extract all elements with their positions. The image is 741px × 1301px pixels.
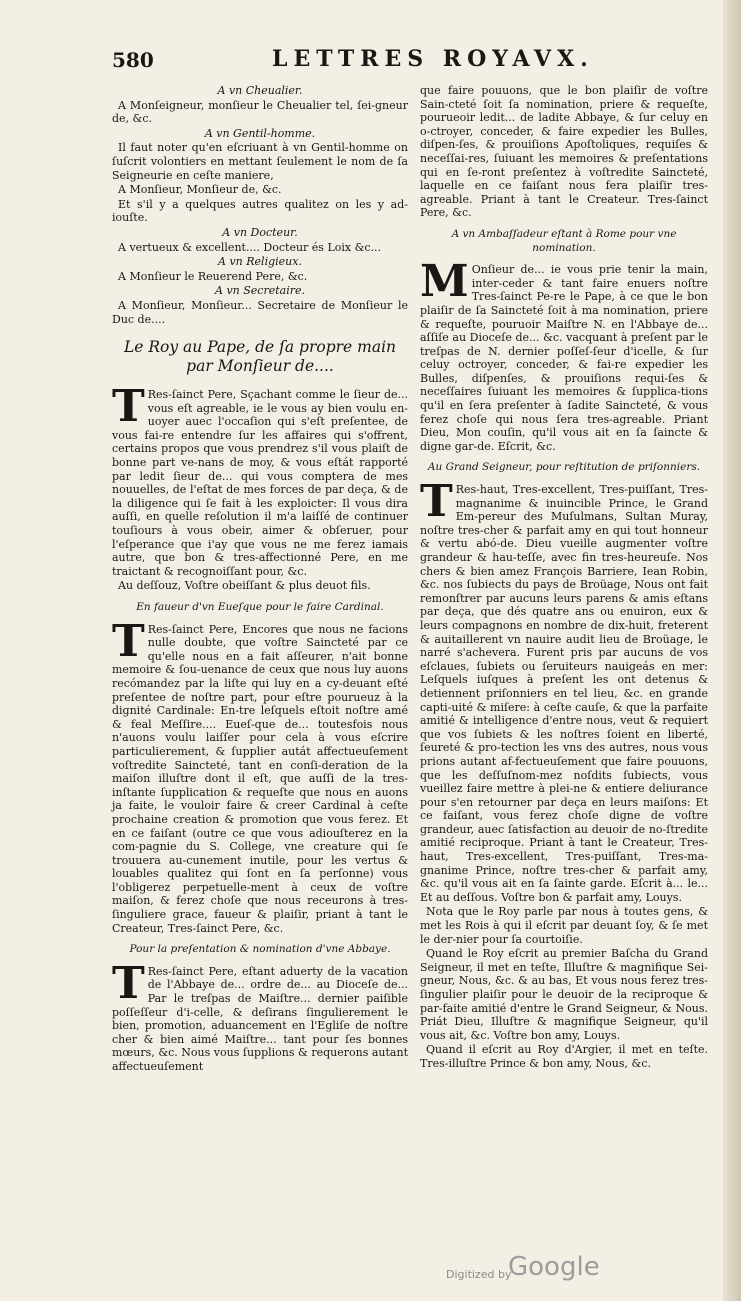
digitized-label: Digitized by (446, 1268, 512, 1281)
left-paragraph-13 (112, 381, 408, 578)
left-paragraph-14 (112, 579, 408, 593)
right-column (420, 84, 708, 1072)
right-paragraph-5 (420, 905, 708, 946)
left-paragraph-10 (112, 284, 408, 298)
paragraph-text: Res-ſainct Pere, eſtant aduerty de la vacation de l'Abbaye de... ordre de... au Dioceſe de... Par le treſpas de Maiſtre... dernier paiſible poſſeſſeur d'i-celle, & deſirans ſingulierement le bien, promotion, aduancement en l'Egliſe de noſtre cher & bien aimé Maiſtre... tant pour ſes bonnes mœurs, &c. Nous vous ſupplions & requerons autant affectueuſement (112, 964, 408, 1073)
paragraph-text: A Monſieur le Reuerend Pere, &c. (118, 269, 308, 283)
drop-cap: M (420, 256, 469, 308)
paragraph-text: A vn Docteur. (222, 225, 298, 239)
paragraph-text: Onſieur de... ie vous prie tenir la main, inter-ceder & tant faire enuers noſtre Tres-ſainct Pe-re le Pape, à ce que le bon plaiſir de ſa Saincteté ſoit à ma nomination, priere & requeſte, pouruoir Maiſtre N. en l'Abbaye de... aſſiſe au Dioceſe de... &c. vacquant à preſent par le treſpas de N. dernier poſſeſ-ſeur d'icelle, & ſur celuy octroyer, conceder, & fai-re expedier les Bulles, diſpenſes, & prouiſions requi-ſes & neceſſaires ſuiuant les memoires & ſupplica-tions qu'il en ſera preſenter à ſadite Saincteté, & vous ferez choſe qui nous ſera tres-agreable. Priant Dieu, Mon couſin, qu'il vous ait en ſa ſaincte & digne gar-de. Eſcrit, &c. (420, 263, 708, 453)
paragraph-text: A vn Ambaſſadeur eſtant à Rome pour vne nomination. (451, 227, 677, 254)
right-paragraph-4 (420, 476, 708, 904)
paragraph-text: A vertueux & excellent.... Docteur és Loix &c... (118, 240, 382, 254)
paragraph-text: Nota que le Roy parle par nous à toutes gens, & met les Rois à qui il eſcrit par deuant ſoy, & ſe met le der-nier pour ſa courtoiſie. (420, 905, 708, 946)
page-header (112, 46, 702, 76)
left-paragraph-16 (112, 615, 408, 936)
left-paragraph-0 (112, 84, 408, 98)
left-paragraph-8 (112, 255, 408, 269)
right-paragraph-1 (420, 228, 708, 255)
drop-cap: T (112, 615, 145, 667)
paragraph-text: A Monſieur, Monſieur de, &c. (118, 183, 282, 197)
paragraph-text: Quand il eſcrit au Roy d'Argier, il met en teſte. Tres-illuſtre Prince & bon amy, Nous, &c. (420, 1043, 708, 1070)
drop-cap: T (112, 957, 145, 1009)
right-paragraph-6 (420, 947, 708, 1042)
paragraph-text: Quand le Roy eſcrit au premier Baſcha du Grand Seigneur, il met en teſte, Illuſtre & magnifique Sei-gneur, Nous, &c. & au bas, Et vous nous ferez tres-ſingulier plaiſir pour le deuoir de la reciproque & par-faite amitié d'entre le Grand Seigneur, & Nous. Priát Dieu, Illuſtre & magnifique Seigneur, qu'il vous ait, &c. Voſtre bon amy, Louys. (420, 947, 708, 1042)
left-paragraph-5 (112, 198, 408, 225)
left-paragraph-6 (112, 226, 408, 240)
paragraph-text: A Monſeigneur, monſieur le Cheualier tel, ſei-gneur de, &c. (112, 98, 408, 126)
google-logo: Google (508, 1252, 600, 1282)
right-paragraph-0 (420, 84, 708, 220)
drop-cap: T (112, 381, 145, 433)
paragraph-text: Au Grand Seigneur, pour reſtitution de priſonniers. (427, 461, 701, 474)
paragraph-text: A vn Secretaire. (215, 284, 305, 298)
paragraph-text: A vn Religieux. (218, 255, 302, 269)
left-paragraph-7 (112, 241, 408, 255)
left-paragraph-11 (112, 299, 408, 326)
left-paragraph-17 (112, 943, 408, 957)
digitized-by-google-watermark (446, 1252, 646, 1288)
paragraph-text: En faueur d'vn Eueſque pour le faire Cardinal. (136, 601, 384, 613)
paragraph-text: A Monſieur, Monſieur... Secretaire de Monſieur le Duc de.... (112, 298, 408, 326)
paragraph-text: Pour la preſentation & nomination d'vne Abbaye. (129, 943, 391, 956)
left-paragraph-2 (112, 127, 408, 141)
paragraph-text: Res-ſainct Pere, Encores que nous ne facions nulle doubte, que voſtre Saincteté par ce qu'elle nous en a fait aſſeurer, n'ait bonne memoire & ſou-uenance de ceux que nous luy auons recómandez par la liſte qui luy en a cy-deuant eſté preſentee de noſtre part, pour eſtre pourueuz à la dignité Cardinale: En-tre leſquels eſtoit noſtre amé & feal Meſſire.... Eueſ-que de... toutesfois nous n'auons voulu laiſſer pour cela à vous eſcrire particulierement, & ſupplier autát affectueuſement voſtredite Saincteté, tant en conſi-deration de la maiſon illuſtre dont il eſt, que auſſi de la tres-inſtante ſupplication & requeſte que nous en auons ja faite, le vouloir faire & creer Cardinal à ceſte prochaine creation & promotion que vous ferez. Et en ce faiſant (outre ce que vous adiouſterez en la com-pagnie du S. College, vne creature qui ſe trouuera au-cunement inutile, pour les vertus & louables qualitez qui ſont en ſa perſonne) vous l'obligerez perpetuelle-ment à ceux de voſtre maiſon, & ferez choſe que nous receurons à tres-ſinguliere grace, faueur & plaiſir, priant à tant le Createur, Tres-ſainct Pere, &c. (112, 622, 408, 935)
page-gutter (723, 0, 741, 1301)
paragraph-text: Et s'il y a quelques autres qualitez on les y ad-iouſte. (112, 197, 408, 225)
paragraph-text: que faire pouuons, que le bon plaiſir de voſtre Sain-cteté ſoit ſa nomination, priere & requeſte, pourueoir ledit... de ladite Abbaye, & ſur celuy en o-ctroyer, conceder, & faire expedier les Bulles, diſpen-ſes, & prouiſions Apoſtoliques, requiſes & neceſſai-res, ſuiuant les memoires & preſentations qui en ſe-ront preſentez à voſtredite Saincteté, laquelle en ce faiſant nous fera plaiſir tres-agreable. Priant à tant le Createur. Tres-ſainct Pere, &c. (420, 84, 708, 220)
left-paragraph-18 (112, 957, 408, 1074)
paragraph-text: Res-ſainct Pere, Sçachant comme le ſieur de... vous eſt agreable, ie le vous ay bien voulu en-uoyer auec l'occaſion qui s'eſt preſentee, de vous fai-re entendre ſur les affaires qui s'offrent, certains propos que vous prendrez s'il vous plaiſt de bonne part ve-nans de moy, & vous eſtát rapporté par ledit ſieur de... qui vous comptera de mes nouuelles, de l'eſtat de mes forces de par deça, & de la diligence qui ſe fait à les exploicter: Il vous dira auſſi, en quelle reſolution il m'a laiſſé de continuer touſiours à vous obeir, aimer & obſeruer, pour l'eſperance que i'ay que vous ne me ferez iamais autre, que bon & tres-affectionné Pere, en me traictant & recognoiſſant pour, &c. (112, 388, 408, 578)
paragraph-text: Le Roy au Pape, de ſa propre main par Monſieur de.... (123, 338, 397, 376)
left-column (112, 84, 408, 1075)
page-number: 580 (112, 48, 154, 72)
right-paragraph-3 (420, 461, 708, 475)
left-paragraph-15 (112, 601, 408, 615)
running-title: LETTRES ROYAVX. (272, 46, 594, 72)
right-paragraph-2 (420, 256, 708, 453)
paragraph-text: Res-haut, Tres-excellent, Tres-puiſſant, Tres-magnanime & inuincible Prince, le Grand Em-pereur des Muſulmans, Sultan Muray, noſtre tres-cher & parfait amy en qui tout honneur & vertu abó-de. Dieu vueille augmenter voſtre grandeur & hau-teſſe, avec fin tres-heureuſe. Nos chers & bien amez François Barriere, Iean Robin, &c. nos ſubiects du pays de Broüage, Nous ont fait remonſtrer par aucuns leurs parens & amis eſtans par deça, que dés quatre ans ou enuiron, eux & leurs compagnons en nombre de dix-huit, freterent & auitaillerent vn nauire audit lieu de Broüage, le narré s'achevera. Furent pris par aucuns de vos eſclaues, ſubiets ou ſeruiteurs nauigeás en mer: Leſquels iuſques à preſent les ont detenus & detiennent priſonniers en tel lieu, &c. en grande capti-uité & miſere: à ceſte cauſe, & que la parfaite amitié & intelligence d'entre nous, veut & requiert que vos ſubiets & les noſtres ſoient en liberté, ſeureté & pro-tection les vns des autres, nous vous prions autant af-fectueuſement que faire pouuons, que les deſſuſnom-mez noſdits ſubiects, vous vueillez faire mettre à plei-ne & entiere deliurance pour s'en retourner par deça en leurs maiſons: Et ce faiſant, vous ferez choſe digne de voſtre grandeur, auec ſatisfaction au deuoir de no-ſtredite amitié reciproque. Priant à tant le Createur, Tres-haut, Tres-excellent, Tres-puiſſant, Tres-ma-gnanime Prince, noſtre tres-cher & parfait amy, &c. qu'il vous ait en ſa ſainte garde. Eſcrit à... le... Et au deſſous. Voſtre bon & parfait amy, Louys. (420, 483, 708, 904)
paragraph-text: Il faut noter qu'en eſcriuant à vn Gentil-homme on ſuſcrit volontiers en mettant ſeulement le nom de ſa Seigneurie en ceſte maniere, (112, 141, 408, 182)
left-paragraph-1 (112, 99, 408, 126)
left-paragraph-4 (112, 183, 408, 197)
left-paragraph-12 (112, 338, 408, 376)
left-paragraph-3 (112, 141, 408, 182)
paragraph-text: A vn Gentil-homme. (204, 126, 316, 140)
left-paragraph-9 (112, 270, 408, 284)
paragraph-text: Au deſſouz, Voſtre obeiſſant & plus deuot fils. (118, 579, 371, 593)
drop-cap: T (420, 476, 453, 528)
right-paragraph-7 (420, 1043, 708, 1070)
paragraph-text: A vn Cheualier. (217, 84, 303, 97)
